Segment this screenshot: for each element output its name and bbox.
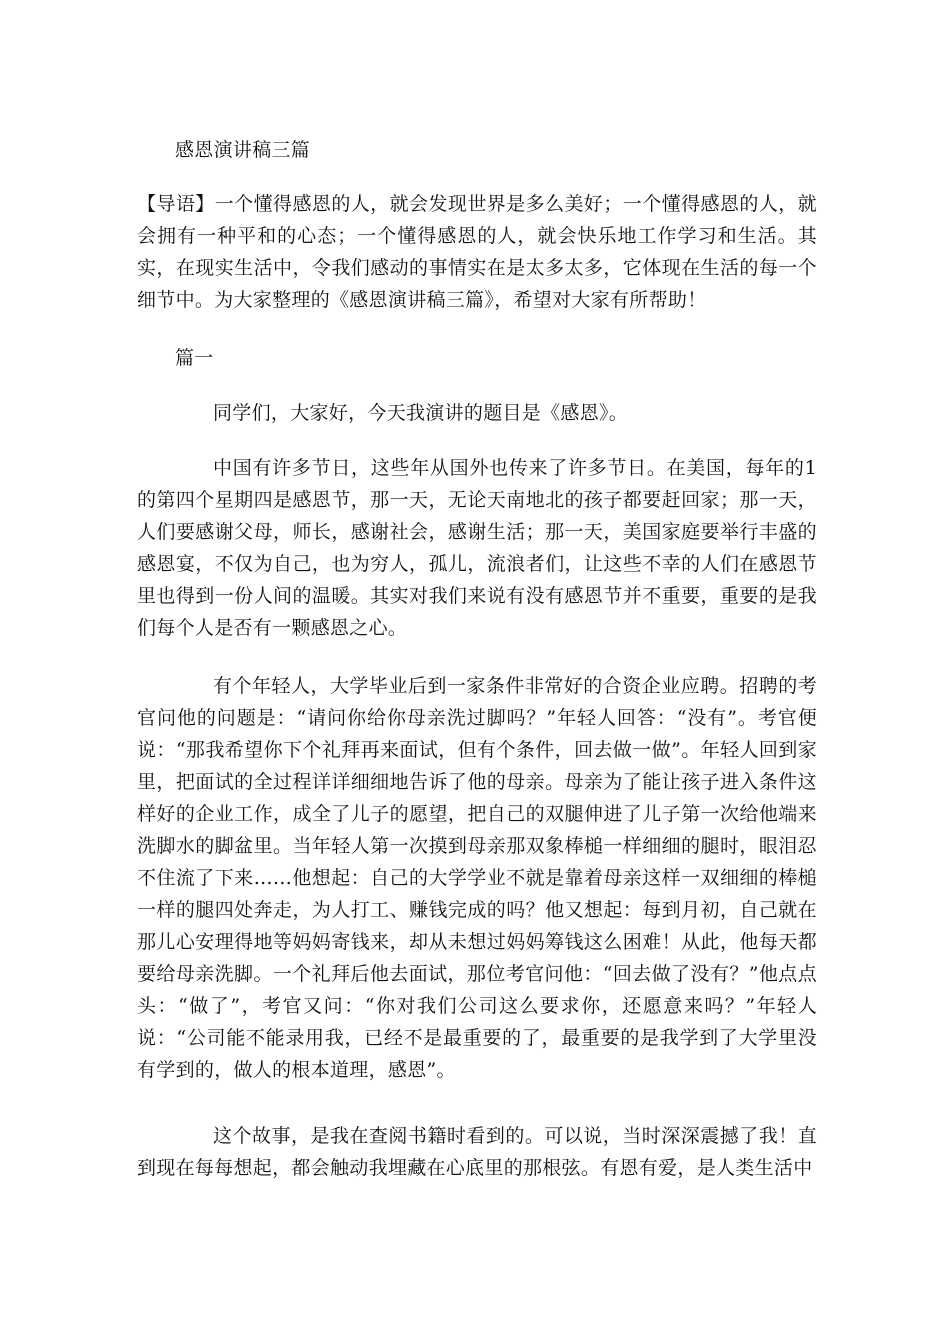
- section-title: 篇一: [175, 347, 214, 369]
- body-paragraph-4: 这个故事，是我在查阅书籍时看到的。可以说，当时深深震撼了我！直到现在每每想起，都会触动我埋藏在心底里的那根弦。有恩有爱，是人类生活中: [137, 1125, 817, 1179]
- body-paragraph-3: 有个年轻人，大学毕业后到一家条件非常好的合资企业应聘。招聘的考官问他的问题是：“请问你给你母亲洗过脚吗？”年轻人回答：“没有”。考官便说：“那我希望你下个礼拜再来面试，但有个条件，回去做一做”。年轻人回到家里，把面试的全过程详详细细地告诉了他的母亲。母亲为了能让孩子进入条件这样好的企业工作，成全了儿子的愿望，把自己的双腿伸进了儿子第一次给他端来洗脚水的脚盆里。当年轻人第一次摸到母亲那双象棒槌一样细细的腿时，眼泪忍不住流了下来……他想起：自己的大学学业不就是靠着母亲这样一双细细的棒槌一样的腿四处奔走，为人打工、赚钱完成的吗？他又想起：每到月初，自己就在那儿心安理得地等妈妈寄钱来，却从未想过妈妈筹钱这么困难！从此，他每天都要给母亲洗脚。一个礼拜后他去面试，那位考官问他：“回去做了没有？”他点点头：“做了”，考官又问：“你对我们公司这么要求你，还愿意来吗？”年轻人说：“公司能不能录用我，已经不是最重要的了，最重要的是我学到了大学里没有学到的，做人的根本道理，感恩”。: [137, 675, 817, 1081]
- body-paragraph-2: 中国有许多节日，这些年从国外也传来了许多节日。在美国，每年的1的第四个星期四是感恩节，那一天，无论天南地北的孩子都要赶回家；那一天，人们要感谢父母，师长，感谢社会，感谢生活；那一天，美国家庭要举行丰盛的感恩宴，不仅为自己，也为穷人，孤儿，流浪者们，让这些不幸的人们在感恩节里也得到一份人间的温暖。其实对我们来说有没有感恩节并不重要，重要的是我们每个人是否有一颗感恩之心。: [137, 457, 817, 639]
- document-title: 感恩演讲稿三篇: [175, 139, 311, 161]
- body-paragraph-1: 同学们，大家好，今天我演讲的题目是《感恩》。: [213, 402, 629, 424]
- intro-paragraph: 【导语】一个懂得感恩的人，就会发现世界是多么美好；一个懂得感恩的人，就会拥有一种平和的心态；一个懂得感恩的人，就会快乐地工作学习和生活。其实，在现实生活中，令我们感动的事情实在是太多太多，它体现在生活的每一个细节中。为大家整理的《感恩演讲稿三篇》，希望对大家有所帮助！: [137, 193, 817, 311]
